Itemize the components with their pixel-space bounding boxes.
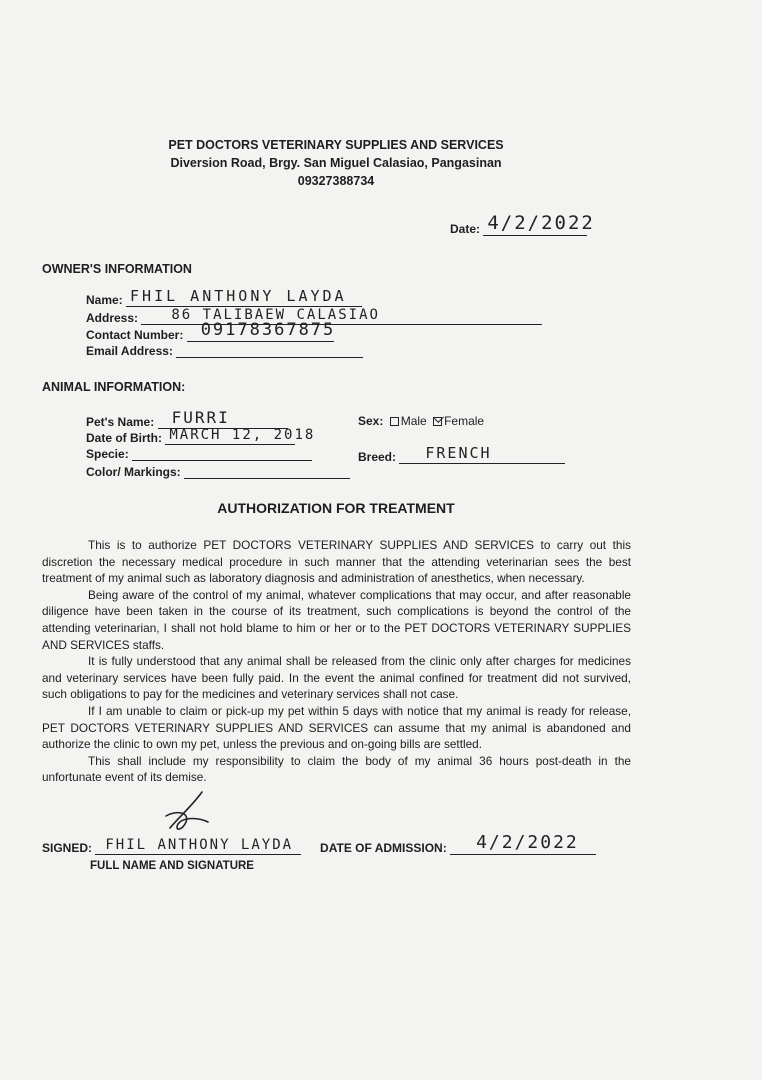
female-option-label: Female xyxy=(444,414,485,428)
pet-name-label: Pet's Name: xyxy=(86,415,155,429)
date-label: Date: xyxy=(450,222,481,236)
clinic-address: Diversion Road, Brgy. San Miguel Calasiao, Pangasinan xyxy=(170,156,502,170)
owner-name-field xyxy=(86,287,362,307)
signature-line xyxy=(95,834,301,855)
owner-email-label: Email Address: xyxy=(86,344,173,358)
clinic-header xyxy=(0,136,672,190)
authorization-paragraph: If I am unable to claim or pick-up my pet within 5 days with notice that my animal is ready for release, PET DOCTORS VETERINARY SUPPLIES AND SERVICES can assume that my animal is abandoned and authorize the clinic to own my pet, unless the previous and on-going bills are settled. xyxy=(42,703,631,752)
date-line xyxy=(483,212,595,236)
authorization-paragraph: This is to authorize PET DOCTORS VETERINARY SUPPLIES AND SERVICES to carry out this discretion the necessary medical procedure in such manner that the attending veterinarian sees the best treatment of my animal such as laboratory diagnosis and administration of anesthetics, when necessary. xyxy=(42,538,631,586)
signature-scribble xyxy=(156,788,226,838)
female-checkbox[interactable] xyxy=(433,417,442,426)
breed-value: FRENCH xyxy=(425,444,492,462)
owner-contact-value: 09178367875 xyxy=(200,320,336,340)
signed-value: FHIL ANTHONY LAYDA xyxy=(105,837,294,853)
dob-line xyxy=(165,427,316,445)
owner-name-value: FHIL ANTHONY LAYDA xyxy=(130,287,347,305)
male-option-label: Male xyxy=(400,414,427,428)
pet-name-value: FURRI xyxy=(171,408,230,427)
signed-label: SIGNED: xyxy=(42,841,93,855)
breed-line xyxy=(399,446,565,464)
sex-field xyxy=(358,414,484,428)
breed-field xyxy=(358,446,565,464)
owner-contact-line xyxy=(187,320,336,342)
color-markings-label: Color/ Markings: xyxy=(86,465,181,479)
authorization-paragraph: It is fully understood that any animal shall be released from the clinic only after charges for medicines and veterinary services have been fully paid. In the event the animal confined for treatment did not survived, such obligations to pay for the medicines and veterinary services shall not case. xyxy=(42,654,631,702)
signature-row xyxy=(42,832,596,855)
full-name-signature-caption: FULL NAME AND SIGNATURE xyxy=(90,860,254,872)
owner-address-value: 86 TALIBAEW CALASIAO xyxy=(171,307,380,323)
color-markings-field xyxy=(86,464,350,479)
color-markings-line xyxy=(184,464,350,479)
authorization-paragraph: This shall include my responsibility to claim the body of my animal 36 hours post-death in the unfortunate event of its demise. xyxy=(42,753,631,785)
specie-line xyxy=(132,446,312,461)
admission-date-line xyxy=(450,832,596,855)
dob-value: MARCH 12, 2018 xyxy=(169,427,316,443)
owner-name-line xyxy=(126,287,362,307)
date-field xyxy=(450,212,595,236)
owner-info-title: OWNER'S INFORMATION xyxy=(42,262,192,276)
owner-email-line xyxy=(176,343,363,358)
animal-info-title: ANIMAL INFORMATION: xyxy=(42,380,186,394)
clinic-name: PET DOCTORS VETERINARY SUPPLIES AND SERVICES xyxy=(168,138,504,152)
owner-name-label: Name: xyxy=(86,293,123,307)
dob-label: Date of Birth: xyxy=(86,431,162,445)
admission-date-value: 4/2/2022 xyxy=(476,832,579,853)
clinic-phone: 09327388734 xyxy=(297,174,375,188)
breed-label: Breed: xyxy=(358,450,397,464)
owner-address-label: Address: xyxy=(86,311,139,325)
sex-label: Sex: xyxy=(358,414,384,428)
specie-field xyxy=(86,446,312,461)
authorization-paragraph: Being aware of the control of my animal, whatever complications that may occur, and after reasonable diligence have been taken in the course of its treatment, such complications is beyond the control of the attending veterinarian, I shall not hold blame to him or her or to the PET DOCTORS VETERINARY SUPPLIES AND SERVICES staffs. xyxy=(42,587,631,652)
authorization-body xyxy=(42,537,631,786)
owner-contact-label: Contact Number: xyxy=(86,328,184,342)
dob-field xyxy=(86,427,316,445)
specie-label: Specie: xyxy=(86,447,129,461)
male-checkbox[interactable] xyxy=(390,417,399,426)
owner-contact-field xyxy=(86,320,336,342)
owner-email-field xyxy=(86,343,363,358)
date-value: 4/2/2022 xyxy=(487,212,595,234)
authorization-title: AUTHORIZATION FOR TREATMENT xyxy=(217,500,455,516)
admission-date-label: DATE OF ADMISSION: xyxy=(320,841,447,855)
